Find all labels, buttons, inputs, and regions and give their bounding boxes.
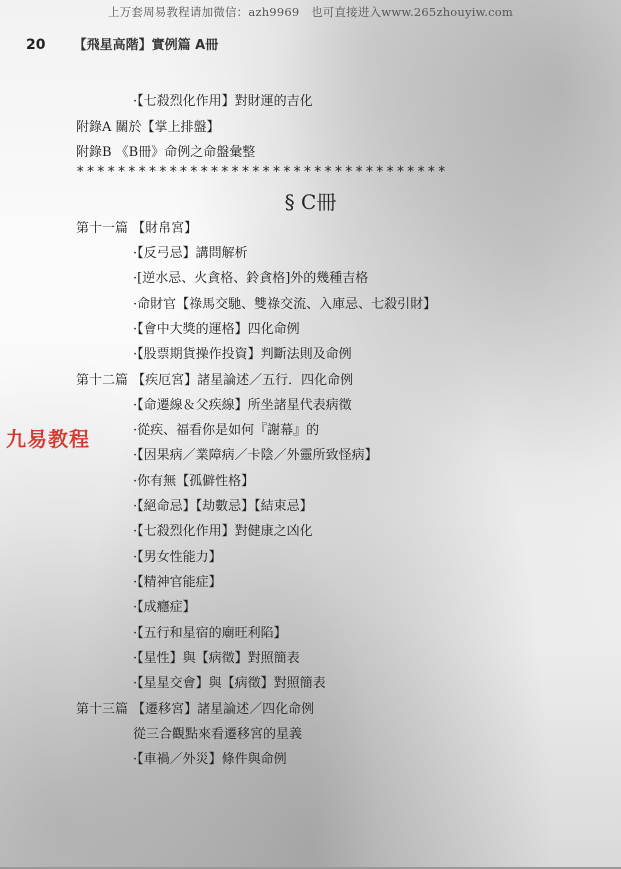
chapter-13-subtitle: 從三合觀點來看遷移宮的星義 (133, 727, 303, 742)
toc-item: ·【成癮症】 (133, 600, 196, 615)
chapter-11-title: 第十一篇 【財帛宮】 (76, 221, 198, 236)
toc-item: ·【男女性能力】 (133, 550, 222, 565)
page-header (26, 34, 218, 53)
toc-item: ·【七殺烈化作用】對健康之凶化 (133, 524, 313, 539)
toc-appendix-a: 附錄A 關於【掌上排盤】 (76, 120, 220, 135)
toc-item: ·【股票期貨操作投資】判斷法則及命例 (133, 347, 352, 362)
toc-item: ·【會中大獎的運格】四化命例 (133, 322, 300, 337)
toc-item: ·【車禍／外災】條件與命例 (133, 752, 287, 767)
chapter-12-title: 第十二篇 【疾厄宮】諸星論述／五行．四化命例 (76, 373, 354, 388)
watermark-top-text: 上万套周易教程请加微信：azh9969 也可直接进入www.265zhouyiw.com (107, 5, 514, 19)
toc-item: ·【絕命忌】【劫數忌】【結束忌】 (133, 499, 313, 514)
toc-item: ·【反弓忌】講問解析 (133, 246, 248, 261)
toc-item: ·【星性】與【病徵】對照簡表 (133, 651, 300, 666)
toc-item: ·【七殺烈化作用】對財運的吉化 (133, 94, 313, 109)
page-number: 20 (26, 37, 46, 53)
toc-item: ·從疾、福看你是如何『謝幕』的 (133, 423, 320, 438)
section-title: § C冊 (284, 190, 337, 214)
running-title: 【飛星高階】實例篇 A冊 (73, 38, 219, 53)
toc-item: ·命財官【祿馬交馳、雙祿交流、入庫忌、七殺引財】 (133, 297, 437, 312)
toc-item: ·你有無【孤僻性格】 (133, 474, 255, 489)
toc-item: ·【星星交會】與【病徵】對照簡表 (133, 676, 326, 691)
chapter-13-title: 第十三篇 【遷移宮】諸星論述／四化命例 (76, 702, 315, 717)
toc-appendix-b: 附錄B 《B冊》命例之命盤彙整 (76, 145, 256, 160)
brand-watermark: 九易教程 (6, 427, 90, 451)
toc-item: ·【五行和星宿的廟旺利陷】 (133, 626, 287, 641)
asterisk-separator: ************************************ (76, 164, 448, 180)
toc-item: ·【因果病／業障病／卡陰／外靈所致怪病】 (133, 448, 378, 463)
toc-item: ·【命遷線＆父疾線】所坐諸星代表病徵 (133, 398, 352, 413)
toc-item: ·【精神官能症】 (133, 575, 222, 590)
toc-item: ·[逆水忌、火貪格、鈴貪格]外的幾種吉格 (133, 271, 369, 286)
